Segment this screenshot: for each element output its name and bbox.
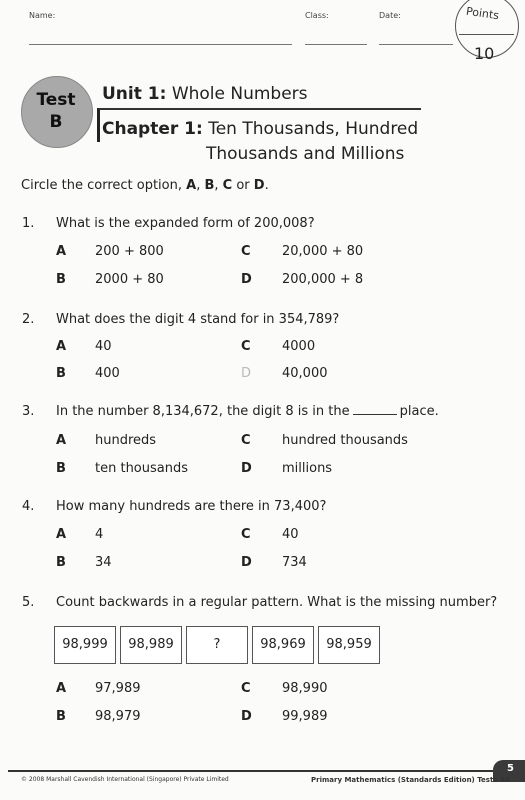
sequence-box: 98,969 <box>252 626 314 664</box>
points-value: 10 <box>474 44 495 63</box>
instruction-sep: , <box>196 178 205 193</box>
option-letter[interactable]: D <box>241 709 252 724</box>
sequence-box-missing: ? <box>186 626 248 664</box>
title-rule-vertical <box>97 108 100 142</box>
option-letter[interactable]: C <box>241 433 251 448</box>
sequence-box: 98,989 <box>120 626 182 664</box>
option-letter[interactable]: C <box>241 244 251 259</box>
class-line <box>305 44 367 45</box>
test-badge-text <box>21 89 91 133</box>
instruction-b: B <box>204 178 215 193</box>
question-text: Count backwards in a regular pattern. What is the missing number? <box>56 595 498 610</box>
question-text-before: In the number 8,134,672, the digit 8 is in the <box>56 404 350 419</box>
option-text[interactable]: 200,000 + 8 <box>282 272 364 287</box>
instruction-a: A <box>186 178 197 193</box>
option-letter[interactable]: D <box>241 461 252 476</box>
option-letter[interactable]: C <box>241 339 251 354</box>
chapter-name-line2: Thousands and Millions <box>206 144 405 164</box>
name-line <box>29 44 292 45</box>
option-letter[interactable]: C <box>241 681 251 696</box>
question-text: How many hundreds are there in 73,400? <box>56 499 327 514</box>
class-label: Class: <box>305 11 329 20</box>
option-letter[interactable]: B <box>56 461 66 476</box>
question-text: What does the digit 4 stand for in 354,789? <box>56 312 340 327</box>
option-letter[interactable]: D <box>241 272 252 287</box>
question-text: What is the expanded form of 200,008? <box>56 216 315 231</box>
chapter-title <box>102 119 418 139</box>
test-word: Test <box>36 90 76 110</box>
instruction-text: Circle the correct option, <box>21 178 187 193</box>
question-number: 2. <box>22 312 35 327</box>
unit-name: Whole Numbers <box>171 84 308 104</box>
instruction <box>21 178 269 193</box>
instruction-sep: or <box>232 178 254 193</box>
option-text[interactable]: 2000 + 80 <box>95 272 164 287</box>
unit-title <box>102 84 308 104</box>
option-letter[interactable]: A <box>56 681 67 696</box>
book-title: Primary Mathematics (Standards Edition) Tests 4A <box>311 776 511 784</box>
chapter-prefix: Chapter 1: <box>102 119 203 139</box>
question-number: 5. <box>22 595 35 610</box>
footer-rule <box>8 770 513 772</box>
sequence-box: 98,999 <box>54 626 116 664</box>
option-letter[interactable]: D <box>241 555 252 570</box>
option-text[interactable]: millions <box>282 461 333 476</box>
answer-blank <box>353 414 397 415</box>
option-text[interactable]: 20,000 + 80 <box>282 244 364 259</box>
option-letter[interactable]: B <box>56 272 66 287</box>
instruction-c: C <box>222 178 233 193</box>
name-label: Name: <box>29 11 56 20</box>
date-label: Date: <box>379 11 401 20</box>
option-text[interactable]: 99,989 <box>282 709 328 724</box>
option-text[interactable]: ten thousands <box>95 461 188 476</box>
option-text[interactable]: 98,979 <box>95 709 141 724</box>
option-text[interactable]: 4000 <box>282 339 316 354</box>
option-letter[interactable]: B <box>56 366 66 381</box>
date-line <box>379 44 453 45</box>
question-text <box>56 404 439 419</box>
option-letter[interactable]: D <box>241 366 252 381</box>
question-number: 4. <box>22 499 35 514</box>
unit-prefix: Unit 1: <box>102 84 167 104</box>
option-text[interactable]: 400 <box>95 366 120 381</box>
test-letter: B <box>49 112 63 132</box>
option-text[interactable]: 34 <box>95 555 112 570</box>
points-label: Points <box>465 4 500 23</box>
question-number: 1. <box>22 216 35 231</box>
option-text[interactable]: 98,990 <box>282 681 328 696</box>
instruction-d: D <box>253 178 265 193</box>
option-letter[interactable]: C <box>241 527 251 542</box>
option-text[interactable]: hundred thousands <box>282 433 408 448</box>
option-letter[interactable]: B <box>56 555 66 570</box>
instruction-end: . <box>264 178 269 193</box>
option-letter[interactable]: A <box>56 244 67 259</box>
copyright: © 2008 Marshall Cavendish International (Singapore) Private Limited <box>21 776 229 783</box>
page-number: 5 <box>507 763 514 774</box>
sequence-box: 98,959 <box>318 626 380 664</box>
option-text[interactable]: 200 + 800 <box>95 244 164 259</box>
question-text-after: place. <box>399 404 439 419</box>
option-text[interactable]: 4 <box>95 527 104 542</box>
option-text[interactable]: 40 <box>282 527 299 542</box>
option-text[interactable]: 734 <box>282 555 307 570</box>
option-text[interactable]: 40,000 <box>282 366 328 381</box>
option-letter[interactable]: A <box>56 527 67 542</box>
option-letter[interactable]: A <box>56 339 67 354</box>
instruction-sep: , <box>214 178 223 193</box>
option-text[interactable]: 97,989 <box>95 681 141 696</box>
option-text[interactable]: hundreds <box>95 433 157 448</box>
chapter-name-line1: Ten Thousands, Hundred <box>208 119 419 139</box>
question-number: 3. <box>22 404 35 419</box>
option-text[interactable]: 40 <box>95 339 112 354</box>
option-letter[interactable]: B <box>56 709 66 724</box>
option-letter[interactable]: A <box>56 433 67 448</box>
title-rule-horizontal <box>99 108 421 110</box>
points-divider <box>459 34 514 35</box>
